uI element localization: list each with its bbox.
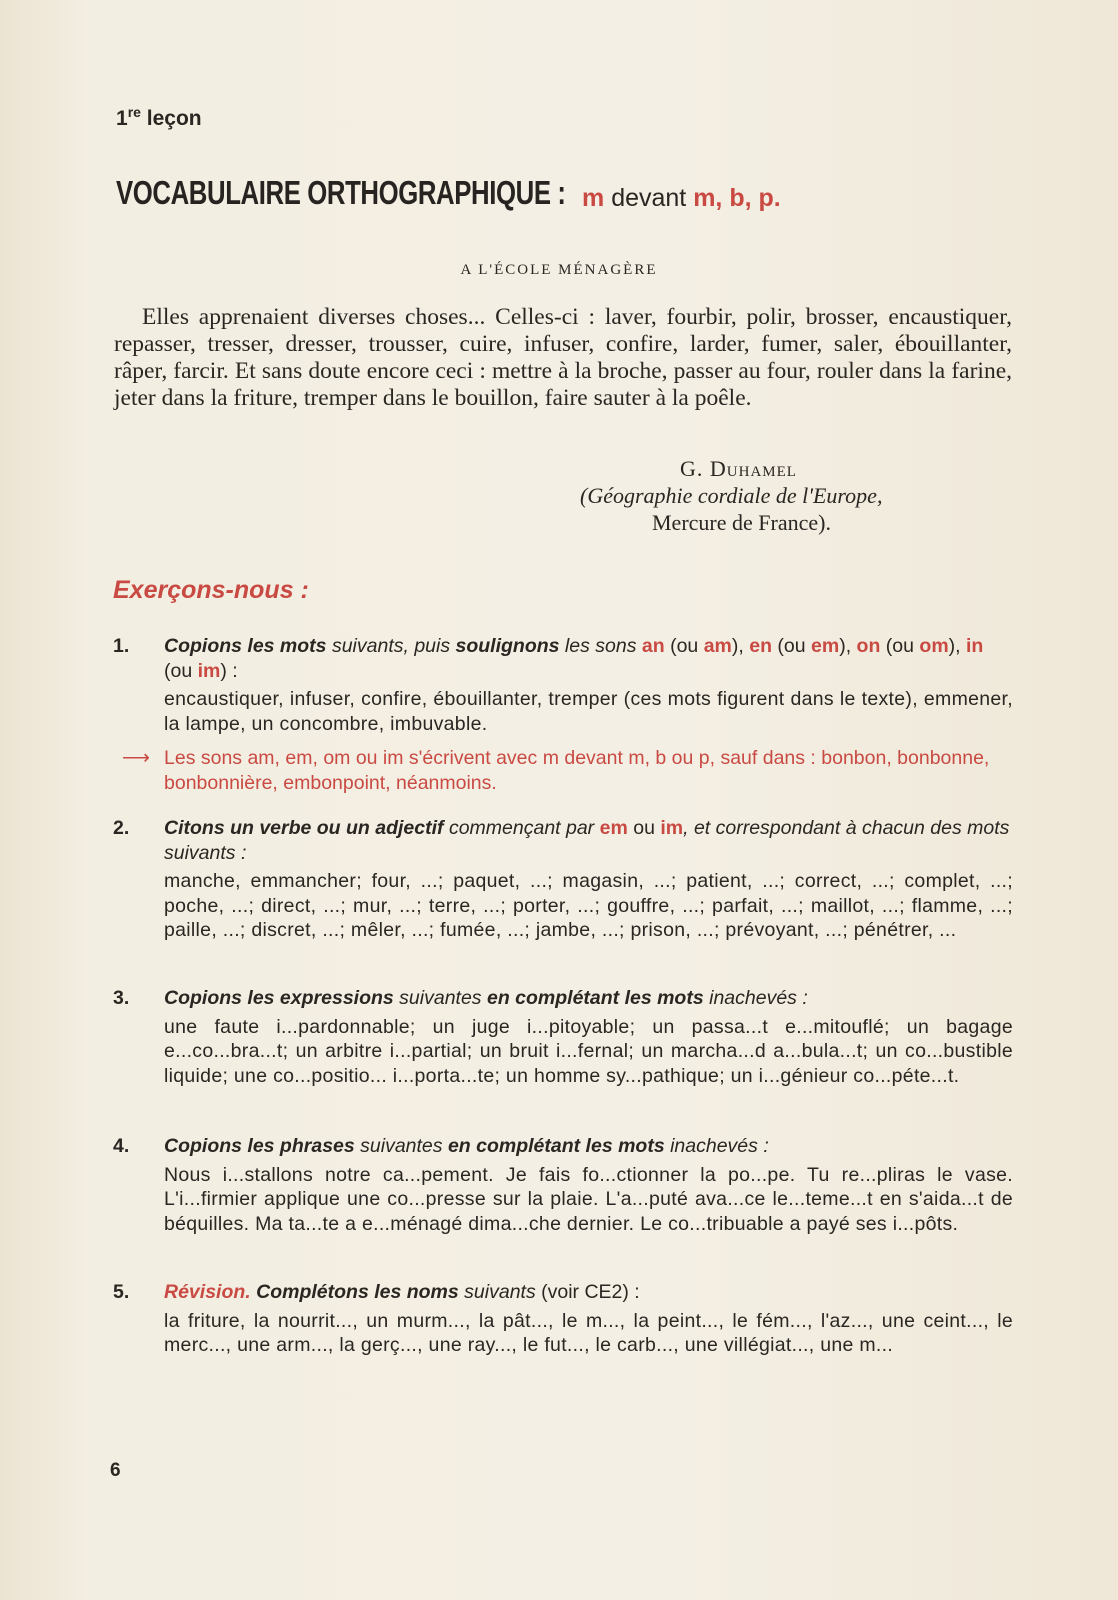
title-sub-letters: m, b, p.	[693, 184, 781, 212]
exercises-heading: Exerçons-nous :	[113, 576, 309, 604]
exercise-instruction: Copions les phrases suivantes en complétant les mots inachevés :	[164, 1135, 769, 1157]
arrow-right-icon: ⟶	[122, 747, 150, 769]
exercise-number: 5.	[113, 1281, 130, 1303]
passage-work: (Géographie cordiale de l'Europe,	[580, 483, 883, 508]
passage-text: Elles apprenaient diverses choses... Celles-ci : laver, fourbir, polir, brosser, encaustiquer, repasser, tresser, dresser, trousser, cuire, infuser, confire, larder, fumer, saler, ébouillanter, râper, farcir. Et sans doute encore ceci : mettre à la broche, passer au four, rouler dans la farine, jeter dans la friture, tremper dans le bouillon, faire sauter à la poêle.	[114, 304, 1012, 411]
passage-author: G. Duhamel	[680, 456, 797, 481]
exercise-words: manche, emmancher; four, ...; paquet, ...; magasin, ...; patient, ...; correct, ...; complet, ...; poche, ...; direct, ...; mur, ...; terre, ...; porter, ...; gouffre, ...; parfait, ...; maillot, ...; flamme, ...; paille, ...; discret, ...; mêler, ...; fumée, ...; jambe, ...; prison, ...; prévoyant, ...; pénétrer, ...	[164, 870, 1013, 941]
exercise-number: 1.	[113, 635, 130, 657]
title-main: VOCABULAIRE ORTHOGRAPHIQUE :	[116, 174, 566, 211]
exercise-4	[113, 1134, 1013, 1236]
title-sub-prefix: m	[582, 184, 605, 212]
exercise-rule	[122, 746, 1013, 795]
passage-publisher: Mercure de France).	[652, 510, 831, 535]
exercise-5	[113, 1280, 1013, 1358]
exercise-words: encaustiquer, infuser, confire, ébouillanter, tremper (ces mots figurent dans le texte), emmener, la lampe, un concombre, imbuvable.	[164, 688, 1013, 735]
page-number: 6	[110, 1460, 121, 1481]
exercise-instruction: Citons un verbe ou un adjectif commençant par em ou im, et correspondant à chacun des mots suivants :	[164, 817, 1010, 864]
title-sub	[582, 184, 781, 213]
exercise-number: 4.	[113, 1135, 130, 1157]
lesson-word: leçon	[146, 107, 202, 130]
exercise-number: 3.	[113, 987, 130, 1009]
exercise-words: la friture, la nourrit..., un murm..., la pât..., le m..., la peint..., le fém..., l'az..., une ceint..., le merc..., une arm..., la gerç..., une ray..., le fut..., le carb..., une villégiat..., une m...	[164, 1309, 1013, 1356]
lesson-number: 1	[116, 107, 128, 130]
exercise-2	[113, 816, 1013, 943]
exercise-3	[113, 986, 1013, 1088]
exercise-instruction: Révision. Complétons les noms suivants (voir CE2) :	[164, 1281, 640, 1303]
exercise-number: 2.	[113, 817, 130, 839]
page-title	[116, 174, 781, 212]
rule-text: Les sons am, em, om ou im s'écrivent avec m devant m, b ou p, sauf dans : bonbon, bonbonne, bonbonnière, embonpoint, néanmoins.	[164, 747, 990, 794]
exercise-instruction: Copions les expressions suivantes en complétant les mots inachevés :	[164, 987, 808, 1009]
passage-title: A L'ÉCOLE MÉNAGÈRE	[460, 262, 658, 278]
lesson-superscript: re	[127, 104, 141, 120]
exercise-words: Nous i...stallons notre ca...pement. Je fais fo...ctionner la po...pe. Tu re...pliras le vase. L'i...firmier applique une co...presse sur la plaie. L'a...puté ava...ce le...teme...t en s'aida...t de béquilles. Ma ta...te a e...ménagé dima...che dernier. Le co...tribuable a payé ses i...pôts.	[164, 1163, 1013, 1235]
exercise-words: une faute i...pardonnable; un juge i...pitoyable; un passa...t e...mitouflé; un bagage e...co...bra...t; un arbitre i...partial; un bruit i...fernal; un marcha...d a...bula...t; un co...bustible liquide; une co...positio... i...porta...te; un homme sy...pathique; un i...génieur co...péte...t.	[164, 1015, 1013, 1087]
exercise-1	[113, 634, 1013, 795]
lesson-label	[116, 104, 202, 131]
title-sub-middle: devant	[611, 184, 687, 212]
exercise-instruction: Copions les mots suivants, puis soulignons les sons an (ou am), en (ou em), on (ou om), in (ou im) :	[164, 635, 984, 682]
